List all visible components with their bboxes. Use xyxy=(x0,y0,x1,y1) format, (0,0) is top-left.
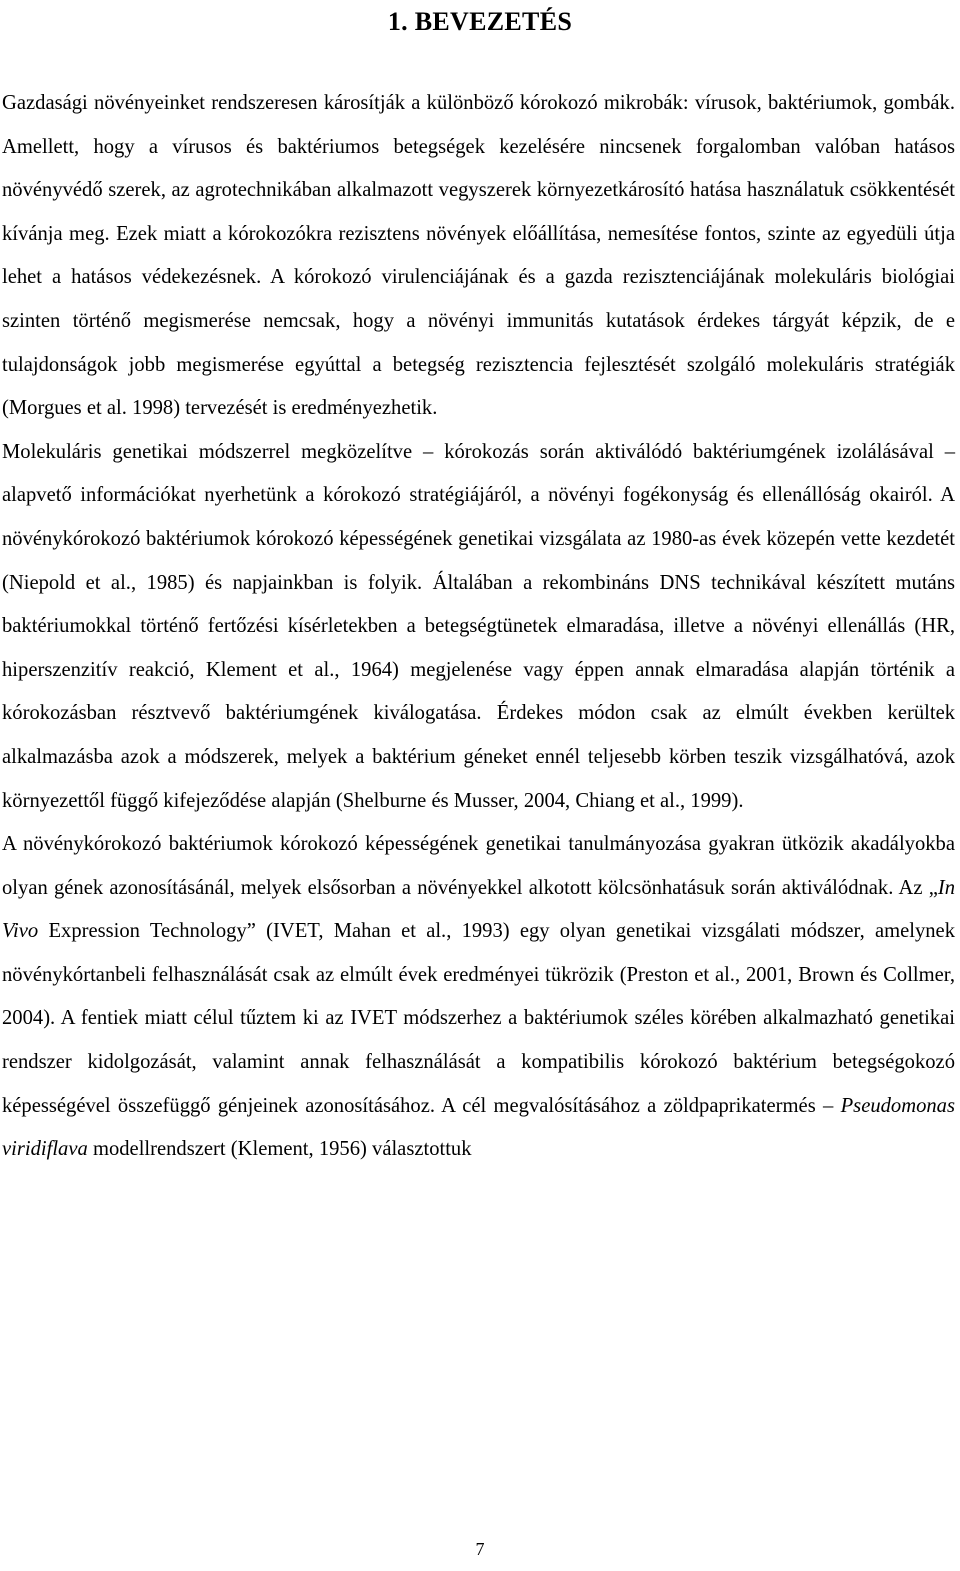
paragraph-3 xyxy=(2,823,955,1172)
paragraph-3-text-a: A növénykórokozó baktériumok kórokozó képességének genetikai tanulmányozása gyakran ütközik akadályokba olyan gének azonosításánál, melyek elsősorban a növényekkel alkotott kölcsönhatásuk során aktiválódnak. Az „ xyxy=(2,833,955,899)
paragraph-3-text-b: Expression Technology” (IVET, Mahan et al., 1993) egy olyan genetikai vizsgálati módszer, amelynek növénykórtanbeli felhasználását csak az elmúlt évek eredményei tükrözik (Preston et al., 2001, Brown és Collmer, 2004). A fentiek miatt célul tűztem ki az IVET módszerhez a baktériumok széles körében alkalmazható genetikai rendszer kidolgozását, valamint annak felhasználását a kompatibilis kórokozó baktérium betegségokozó képességével összefüggő génjeinek azonosításához. A cél megvalósításához a zöldpaprikatermés – xyxy=(2,920,955,1117)
paragraph-2 xyxy=(2,431,955,823)
paragraph-3-text-c: modellrendszert (Klement, 1956) választottuk xyxy=(87,1138,472,1161)
paragraph-3-italic-species: Pseudomonas viridiflava xyxy=(2,1094,955,1161)
paragraph-1 xyxy=(2,82,955,431)
paragraph-2-text: Molekuláris genetikai módszerrel megközelítve – kórokozás során aktiválódó baktériumgének izolálásával – alapvető információkat nyerhetünk a kórokozó stratégiájáról, a növényi fogékonyság és ellenállóság okairól. A növénykórokozó baktériumok kórokozó képességének genetikai vizsgálata az 1980-as évek közepén vette kezdetét (Niepold et al., 1985) és napjainkban is folyik. Általában a rekombináns DNS technikával készített mutáns baktériumokkal történő fertőzési kísérletekben a betegségtünetek elmaradása, illetve a növényi ellenállás (HR, hiperszenzitív reakció, Klement et al., 1964) megjelenése vagy éppen annak elmaradása alapján történik a kórokozásban résztvevő baktériumgének kiválogatása. Érdekes módon csak az elmúlt években kerültek alkalmazásba azok a módszerek, melyek a baktérium géneket ennél teljesebb körben teszik vizsgálhatóvá, azok környezettől függő kifejeződése alapján (Shelburne és Musser, 2004, Chiang et al., 1999). xyxy=(2,440,955,812)
chapter-heading: 1. BEVEZETÉS xyxy=(387,7,573,36)
page-number: 7 xyxy=(475,1539,485,1559)
paragraph-1-text: Gazdasági növényeinket rendszeresen károsítják a különböző kórokozó mikrobák: vírusok, baktériumok, gombák. Amellett, hogy a vírusos és baktériumos betegségek kezelésére nincsenek forgalomban valóban hatásos növényvédő szerek, az agrotechnikában alkalmazott vegyszerek környezetkárosító hatása használatuk csökkentését kívánja meg. Ezek miatt a kórokozókra rezisztens növények előállítása, nemesítése fontos, szinte az egyedüli útja lehet a hatásos védekezésnek. A kórokozó virulenciájának és a gazda rezisztenciájának molekuláris biológiai szinten történő megismerése nemcsak, hogy a növényi immunitás kutatások érdekes tárgyát képzik, de e tulajdonságok jobb megismerése egyúttal a betegség rezisztencia fejlesztését szolgáló molekuláris stratégiák (Morgues et al. 1998) tervezését is eredményezhetik. xyxy=(2,92,955,420)
paragraph-3-italic-in-vivo: In Vivo xyxy=(2,876,955,943)
body-text xyxy=(2,82,955,1172)
